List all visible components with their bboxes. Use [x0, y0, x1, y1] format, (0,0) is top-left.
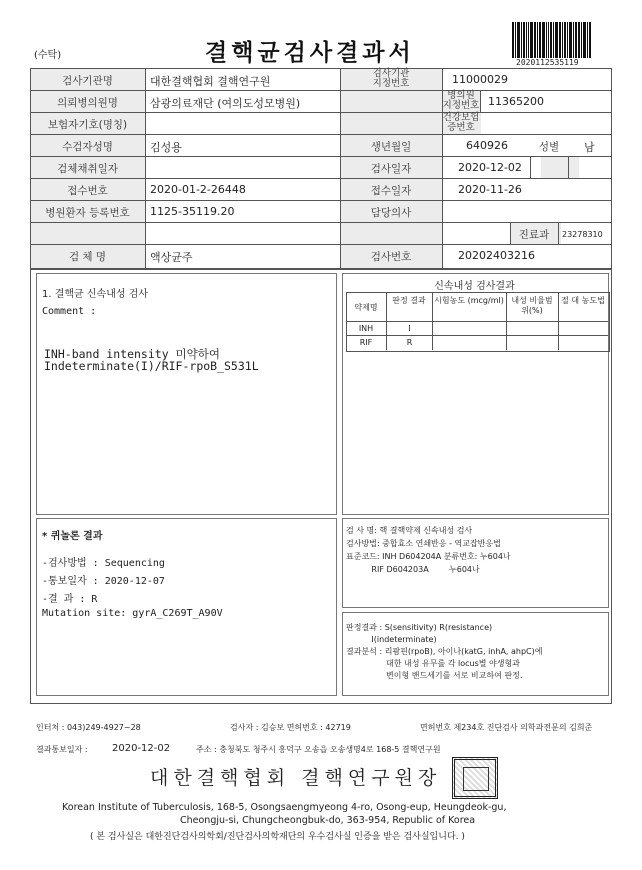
org-name: 대한결핵협회 결핵연구원장: [150, 767, 442, 789]
drug-inh: INH: [358, 324, 374, 333]
english-address-2: Cheongju-si, Chungcheongbuk-do, 363-954, Republic of Korea: [180, 815, 476, 826]
report-date-label: 결과통보일자 :: [36, 745, 88, 754]
interpret-line: 변이형 밴드세기를 서로 비교하여 판정.: [386, 671, 523, 680]
inst-value: 대한결핵협회 결핵연구원: [150, 75, 271, 88]
address: 주소 : 충청북도 청주시 흥덕구 오송읍 오송생명4로 168-5 결핵연구원: [196, 745, 441, 754]
method-lines: [346, 524, 511, 576]
examinee-value: 김성용: [150, 141, 182, 154]
receipt-date-value: 2020-11-26: [458, 183, 522, 196]
sex-label: 성별: [538, 141, 560, 153]
test-date-label: 검사일자: [370, 163, 412, 175]
inst-id-value: 11000029: [452, 73, 508, 86]
receipt-no-label: 접수번호: [67, 185, 108, 197]
birth-value: 640926: [466, 139, 508, 152]
section-title: 1. 결핵균 신속내성 검사: [42, 289, 149, 300]
dept-value: 23278310: [562, 230, 603, 239]
comment-label: Comment :: [42, 306, 97, 317]
examinee-label: 수검자성명: [62, 141, 113, 153]
barcode: [512, 22, 612, 58]
hosp-label: 의뢰병의원명: [57, 97, 118, 109]
result-inh: I: [408, 324, 411, 333]
col-absolute: 절 대 농도법: [561, 296, 605, 305]
specimen-value: 액상균주: [150, 251, 193, 264]
method-line: 검 사 명: 핵 결핵약제 신속내성 검사: [346, 526, 473, 535]
inst-label: 검사기관명: [62, 75, 113, 87]
dept-label: 진료과: [518, 229, 550, 241]
insurance-label: 건강보험 증번호: [442, 112, 480, 133]
quinolone-report-date: -통보일자 : 2020-12-07: [42, 576, 165, 587]
interpret-line: 대한 내성 유무를 각 locus별 야생형과: [386, 659, 520, 668]
quinolone-mutation: Mutation site: gyrA_C269T_A90V: [42, 608, 223, 619]
hosp-id-value: 11365200: [488, 95, 544, 108]
method-line: 표준코드: INH D604204A 분류번호: 누604나: [346, 552, 511, 561]
doctor-label: 담당의사: [370, 207, 412, 219]
sex-value: 남: [584, 141, 595, 154]
receipt-date-label: 접수일자: [370, 185, 412, 197]
method-line: RIF D604203A 누604나: [346, 565, 480, 574]
hosp-value: 삼광의료재단 (여의도성모병원): [150, 97, 301, 110]
barcode-number: 2020112535119: [516, 58, 579, 67]
quinolone-title: * 퀴놀론 결과: [42, 531, 103, 542]
phone: 인터처 : 043)249-4927~28: [36, 723, 141, 732]
birth-label: 생년월일: [370, 141, 412, 153]
interpret-line: I(indeterminate): [346, 635, 437, 644]
hosp-id-label: 병의원 지정번호: [442, 90, 480, 111]
specimen-label: 검 체 명: [68, 251, 107, 263]
test-date-value: 2020-12-02: [458, 161, 522, 174]
insured-label: 보험자기호(명칭): [47, 119, 128, 131]
quinolone-result: -결 과 : R: [42, 594, 98, 605]
inst-id-label: 검사기관 지정번호: [372, 68, 410, 89]
result-line-2: Indeterminate(I)/RIF-rpoB_S531L: [44, 359, 259, 373]
certification-note: ( 본 검사실은 대한진단검사의학회/진단검사의학재단의 우수검사실 인증을 받은 검사실입니다. ): [90, 832, 465, 842]
official-seal: [452, 757, 498, 799]
quinolone-panel: [36, 518, 337, 696]
license: 면허번호 제234호 진단검사 의학과전문의 김희준: [420, 723, 593, 732]
examiner: 검사자 : 김승보 면허번호 : 42719: [230, 723, 351, 732]
result-line-1: INH-band intensity 미약하여: [44, 347, 220, 361]
english-address-1: Korean Institute of Tuberculosis, 168-5, Osongsaengmyeong 4-ro, Osong-eup, Heungdeok-gu,: [62, 802, 507, 813]
document-title: 결핵균검사결과서: [205, 39, 415, 66]
col-ratio: 내성 비율범위(%): [511, 296, 553, 315]
result-rif: R: [406, 338, 413, 347]
col-conc: 시험농도 (mcg/ml): [434, 296, 504, 305]
collect-label: 검체채취일자: [57, 163, 118, 175]
interpret-line: 결과분석 : 리팜핀(rpoB), 아이나(katG, inhA, ahpC)에: [346, 647, 543, 656]
test-no-value: 20202403216: [458, 249, 535, 262]
interpret-lines: [346, 622, 542, 682]
receipt-no-value: 2020-01-2-26448: [150, 183, 246, 196]
reg-no-label: 병원환자 등록번호: [45, 207, 130, 219]
quinolone-method: -검사방법 : Sequencing: [42, 558, 165, 569]
drug-rif: RIF: [359, 338, 373, 347]
receipt-tag: (수탁): [34, 50, 62, 61]
rapid-result-title: 신속내성 검사결과: [434, 281, 515, 292]
report-date: 2020-12-02: [112, 743, 171, 754]
col-result: 판정 결과: [392, 296, 426, 305]
method-line: 검사방법: 중합효소 연쇄반응 - 역교잡반응법: [346, 539, 501, 548]
interpret-line: 판정결과 : S(sensitivity) R(resistance): [346, 623, 493, 632]
col-drug: 약제명: [354, 303, 378, 312]
test-no-label: 검사번호: [370, 251, 412, 263]
reg-no-value: 1125-35119.20: [150, 205, 235, 218]
